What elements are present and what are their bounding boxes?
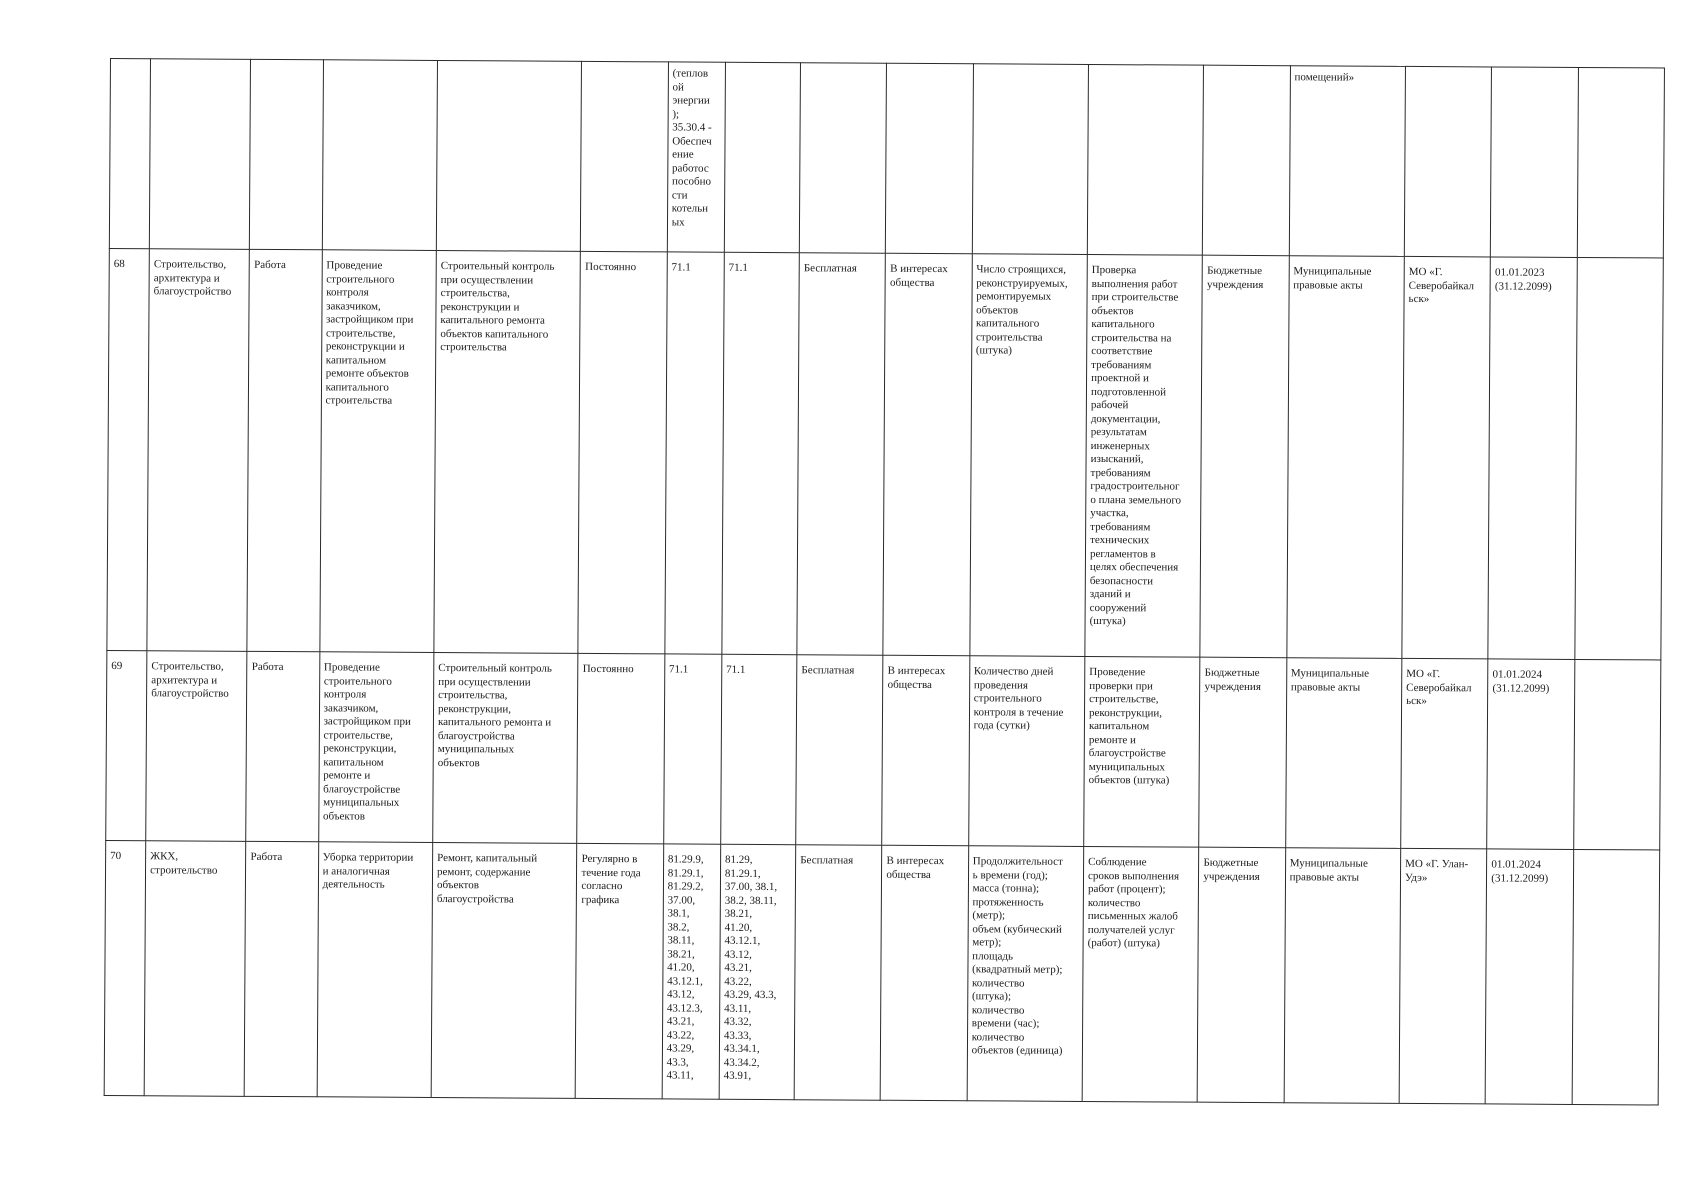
cell-num: 70	[104, 840, 146, 1095]
cell-sphere: Строительство, архитектура и благоустройство	[146, 651, 247, 842]
cell-interest: В интересах общества	[881, 845, 969, 1101]
table-row-continuation	[109, 59, 1664, 258]
cell-extra	[1573, 659, 1661, 850]
table-row	[104, 840, 1660, 1104]
cell-type: Работа	[245, 841, 319, 1096]
cell-sphere: Строительство, архитектура и благоустройство	[147, 249, 250, 652]
cell-interest: В интересах общества	[883, 253, 972, 656]
cell-type: Работа	[246, 651, 319, 841]
cell-acts: Муниципальные правовые акты	[1285, 658, 1402, 849]
cell-type	[250, 59, 323, 249]
cell-payment	[799, 63, 886, 254]
cell-name: Проведение строительного контроля заказчиком, застройщиком при строительстве, реконструкции и капитальном ремонте объектов капитального строительства	[320, 250, 437, 653]
cell-payment: Бесплатная	[794, 845, 882, 1101]
cell-mo: МО «Г. Северобайкал ьск»	[1402, 256, 1491, 659]
cell-payment: Бесплатная	[797, 253, 886, 656]
cell-volume	[972, 64, 1089, 255]
cell-mo	[1404, 66, 1491, 257]
cell-institutions	[1203, 65, 1290, 256]
cell-content: Ремонт, капитальный ремонт, содержание объектов благоустройства	[431, 842, 577, 1098]
cell-quality: Проверка выполнения работ при строительстве объектов капитального строительства на соответствие требованиям проектной и подготовленной рабочей документации, результатам инженерных изысканий, требованиям градостроительног о плана земельного участка, требованиям технических регламентов в целях обеспечения безопасности зданий и сооружений (штука)	[1085, 254, 1203, 657]
cell-name: Уборка территории и аналогичная деятельность	[317, 842, 433, 1098]
cell-quality: Соблюдение сроков выполнения работ (процент); количество письменных жалоб получателей услуг (работ) (штука)	[1082, 846, 1199, 1102]
cell-period	[581, 61, 668, 252]
table-row	[107, 248, 1663, 659]
cell-date: 01.01.2024 (31.12.2099)	[1485, 849, 1573, 1105]
cell-type: Работа	[247, 249, 322, 651]
cell-volume: Число строящихся, реконструируемых, ремонтируемых объектов капитального строительства (штука)	[970, 254, 1088, 657]
cell-extra	[1577, 67, 1665, 258]
cell-extra	[1574, 257, 1663, 660]
cell-name: Проведение строительного контроля заказчиком, застройщиком при строительстве, реконструкции, капитальном ремонте и благоустройстве муниципальных объектов	[318, 652, 434, 843]
cell-sphere: ЖКХ, строительство	[144, 841, 246, 1097]
registry-table	[104, 58, 1665, 1105]
cell-okved-fragment: (теплов ой энергии ); 35.30.4 - Обеспеч ение работос пособно сти котельн ых	[667, 62, 725, 252]
cell-mo: МО «Г. Северобайкал ьск»	[1401, 658, 1488, 849]
cell-interest	[886, 63, 973, 254]
cell-okved2	[724, 62, 800, 252]
cell-num: 69	[106, 650, 147, 840]
cell-num	[109, 59, 150, 249]
table-row	[106, 650, 1661, 849]
cell-period: Постоянно	[577, 653, 664, 844]
cell-date: 01.01.2024 (31.12.2099)	[1487, 659, 1574, 850]
cell-sphere	[149, 59, 250, 250]
cell-quality: Проведение проверки при строительстве, реконструкции, капитальном ремонте и благоустройстве муниципальных объектов (штука)	[1084, 656, 1201, 847]
cell-payment: Бесплатная	[796, 655, 883, 846]
cell-num: 68	[107, 248, 150, 650]
cell-interest: В интересах общества	[882, 655, 969, 846]
cell-name	[322, 60, 438, 251]
cell-institutions: Бюджетные учреждения	[1198, 847, 1286, 1103]
cell-okved1: 71.1	[665, 252, 725, 654]
cell-content: Строительный контроль при осуществлении строительства, реконструкции и капитального ремонта объектов капитального строительства	[434, 250, 581, 653]
cell-period: Постоянно	[578, 251, 667, 654]
cell-content	[436, 61, 582, 252]
cell-period: Регулярно в течение года согласно графика	[576, 843, 664, 1099]
cell-volume: Продолжительност ь времени (год); масса (тонна); протяженность (метр); объем (кубический метр); площадь (квадратный метр); количество (штука); количество времени (час); количество объектов (единица)	[967, 846, 1084, 1102]
cell-acts-fragment: помещений»	[1289, 66, 1406, 257]
cell-okved2: 81.29, 81.29.1, 37.00, 38.1, 38.2, 38.11, 38.21, 41.20, 43.12.1, 43.12, 43.21, 43.22, 43.29, 43.3, 43.11, 43.32, 43.33, 43.34.1, 43.34.2, 43.91,	[719, 844, 796, 1099]
cell-extra	[1572, 849, 1660, 1105]
cell-institutions: Бюджетные учреждения	[1200, 255, 1289, 658]
cell-okved2: 71.1	[721, 654, 797, 844]
cell-acts: Муниципальные правовые акты	[1287, 256, 1405, 659]
cell-date: 01.01.2023 (31.12.2099)	[1488, 257, 1577, 660]
cell-acts: Муниципальные правовые акты	[1284, 848, 1401, 1104]
cell-content: Строительный контроль при осуществлении строительства, реконструкции, капитального ремонта и благоустройства муниципальных объектов	[433, 652, 579, 843]
cell-okved1: 81.29.9, 81.29.1, 81.29.2, 37.00, 38.1, 38.2, 38.11, 38.21, 41.20, 43.12.1, 43.12, 43.12.3, 43.21, 43.22, 43.29, 43.3, 43.11,	[662, 844, 721, 1099]
cell-institutions: Бюджетные учреждения	[1199, 657, 1286, 848]
cell-okved1: 71.1	[663, 654, 721, 844]
cell-volume: Количество дней проведения строительного контроля в течение года (сутки)	[968, 656, 1085, 847]
cell-quality	[1087, 64, 1204, 255]
cell-okved2: 71.1	[722, 252, 800, 654]
cell-date	[1491, 67, 1578, 258]
cell-mo: МО «Г. Улан- Удэ»	[1399, 848, 1487, 1104]
